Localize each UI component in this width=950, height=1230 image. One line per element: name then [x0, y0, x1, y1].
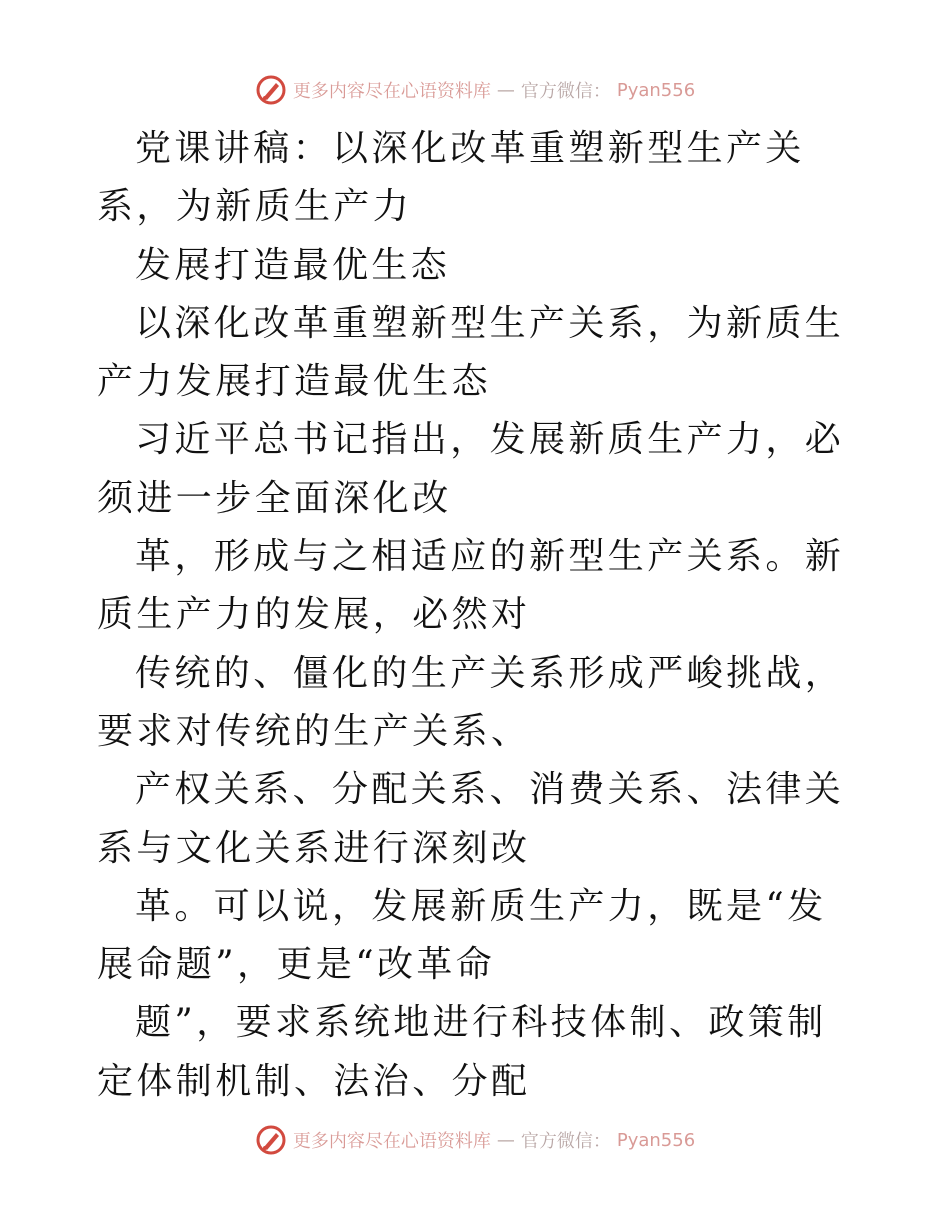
pen-seal-icon	[255, 74, 287, 106]
header-banner	[0, 70, 950, 110]
document-paragraph: 习近平总书记指出，发展新质生产力，必须进一步全面深化改	[97, 419, 845, 519]
banner-wechat-id: Pyan556	[616, 79, 696, 101]
document-body	[97, 120, 857, 1111]
banner-text: 更多内容尽在心语资料库	[292, 1131, 491, 1152]
banner-separator: —	[496, 1129, 515, 1151]
banner-wechat-label: 官方微信：	[520, 1131, 611, 1152]
document-heading-paragraph: 以深化改革重塑新型生产关系，为新质生产力发展打造最优生态	[97, 302, 845, 403]
banner-wechat-label: 官方微信：	[520, 81, 611, 102]
document-title-line-1: 党课讲稿：以深化改革重塑新型生产关系，为新质生产力	[97, 128, 805, 228]
document-paragraph: 产权关系、分配关系、消费关系、法律关系与文化关系进行深刻改	[97, 769, 845, 869]
document-paragraph: 革，形成与之相适应的新型生产关系。新质生产力的发展，必然对	[97, 536, 845, 636]
document-title-line-2: 发展打造最优生态	[135, 244, 451, 286]
banner-separator: —	[496, 79, 515, 101]
banner-text: 更多内容尽在心语资料库	[292, 81, 491, 102]
document-paragraph: 革。可以说，发展新质生产力，既是“发展命题”，更是“改革命	[97, 885, 827, 986]
pen-seal-icon	[255, 1124, 287, 1156]
document-paragraph: 题”，要求系统地进行科技体制、政策制定体制机制、法治、分配	[97, 1002, 827, 1102]
banner-wechat-id: Pyan556	[616, 1129, 696, 1151]
footer-banner	[0, 1120, 950, 1160]
document-paragraph: 传统的、僵化的生产关系形成严峻挑战，要求对传统的生产关系、	[97, 652, 845, 752]
